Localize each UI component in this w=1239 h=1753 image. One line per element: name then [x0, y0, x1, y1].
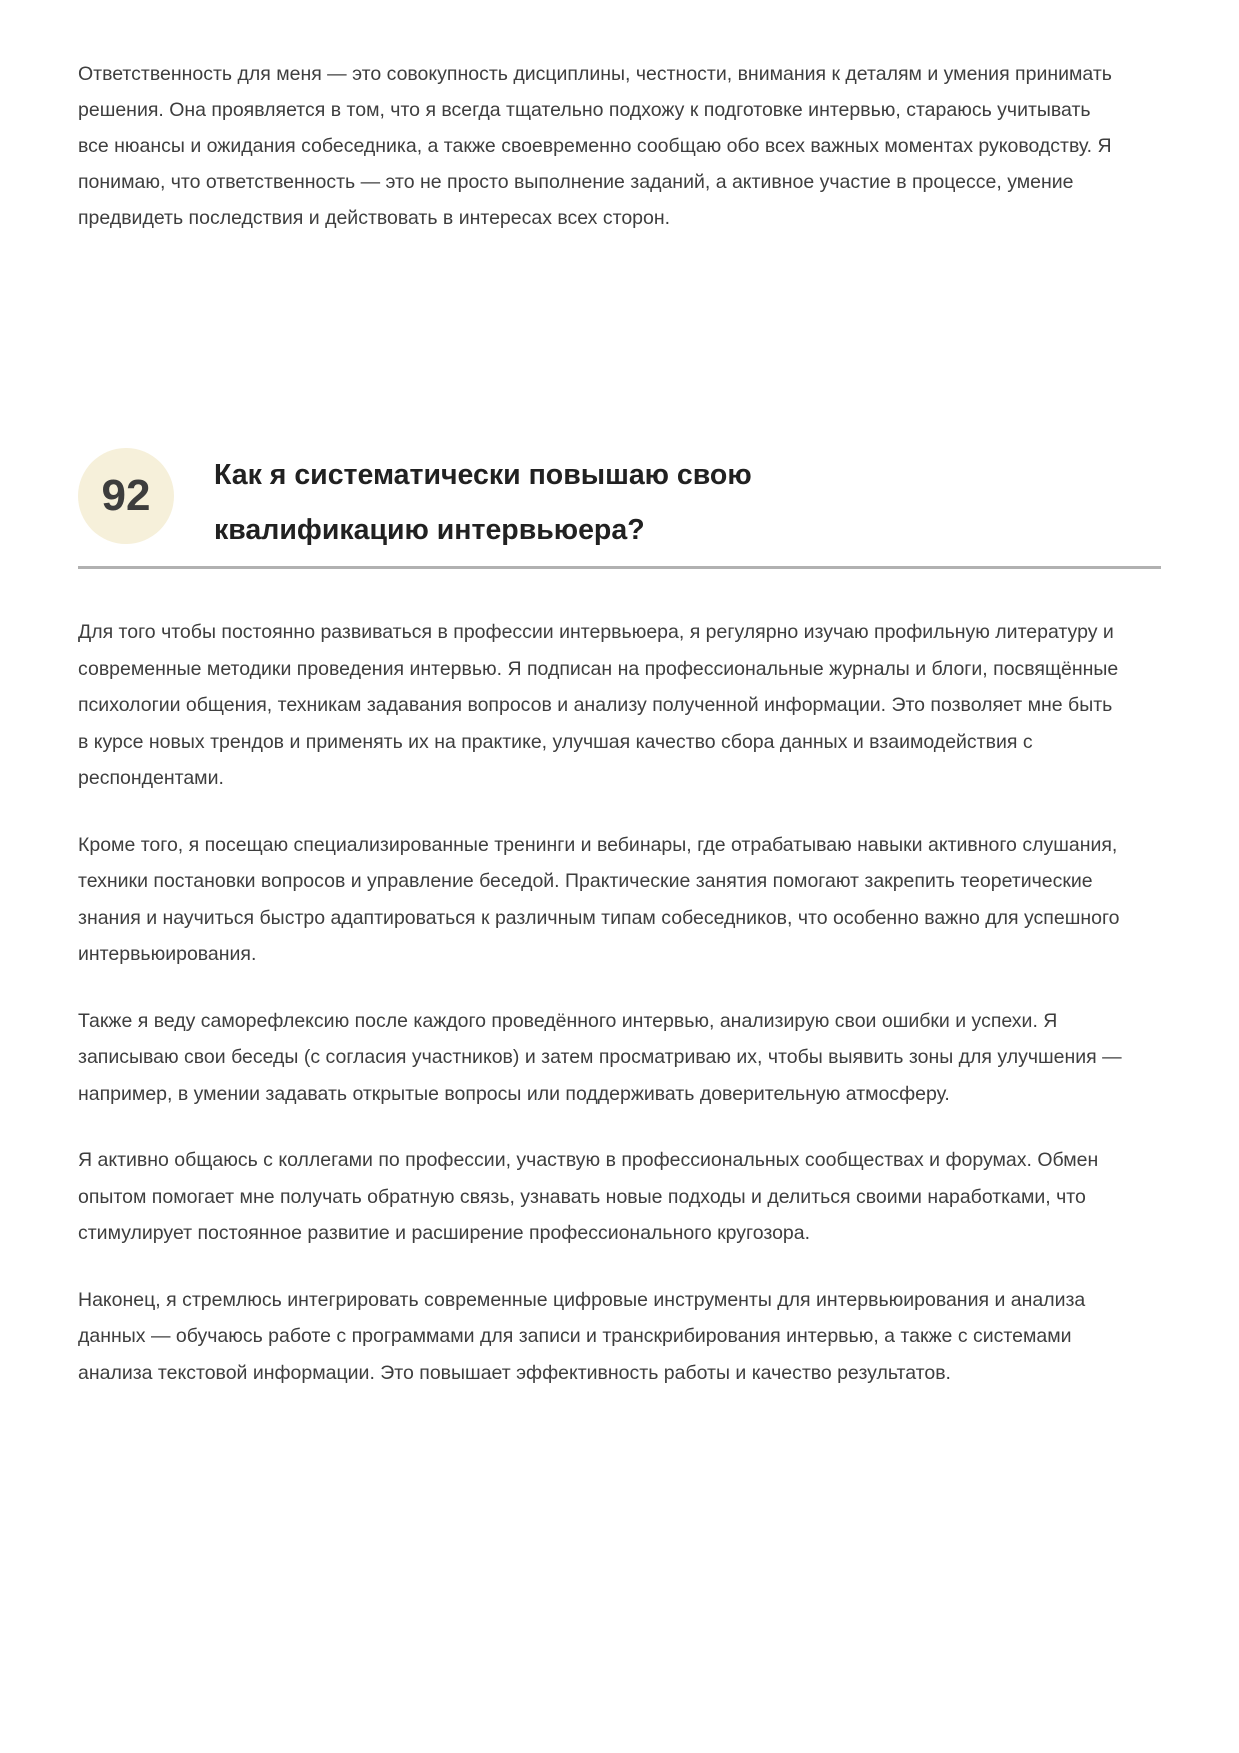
answer-paragraph: Для того чтобы постоянно развиваться в профессии интервьюера, я регулярно изучаю профильную литературу и современные методики проведения интервью. Я подписан на профессиональные журналы и блоги, посвящённые психологии общения, техникам задавания вопросов и анализу полученной информации. Это позволяет мне быть в курсе новых трендов и применять их на практике, улучшая качество сбора данных и взаимодействия с респондентами. — [78, 621, 1119, 789]
answer-paragraph: Наконец, я стремлюсь интегрировать современные цифровые инструменты для интервьюирования и анализа данных — обучаюсь работе с программами для записи и транскрибирования интервью, а также с системами анализа текстовой информации. Это повышает эффективность работы и качество результатов. — [78, 1288, 1086, 1384]
answer-paragraph: Кроме того, я посещаю специализированные тренинги и вебинары, где отрабатываю навыки активного слушания, техники постановки вопросов и управление беседой. Практические занятия помогают закрепить теоретические знания и научиться быстро адаптироваться к различным типам собеседников, что особенно важно для успешного интервьюирования. — [78, 833, 1120, 965]
question-number-badge: 92 — [78, 448, 174, 544]
answer-paragraph: Я активно общаюсь с коллегами по профессии, участвую в профессиональных сообществах и форумах. Обмен опытом помогает мне получать обратную связь, узнавать новые подходы и делиться своими наработками, что стимулирует постоянное развитие и расширение профессионального кругозора. — [78, 1149, 1099, 1244]
question-title-line-2: квалификацию интервьюера? — [214, 514, 645, 546]
question-title — [214, 448, 752, 558]
intro-paragraph: Ответственность для меня — это совокупность дисциплины, честности, внимания к деталям и умения принимать решения. Она проявляется в том, что я всегда тщательно подхожу к подготовке интервью, стараюсь учитывать все нюансы и ожидания собеседника, а также своевременно сообщаю обо всех важных моментах руководству. Я понимаю, что ответственность — это не просто выполнение заданий, а активное участие в процессе, умение предвидеть последствия и действовать в интересах всех сторон. — [78, 63, 1112, 229]
answer-body — [78, 614, 1161, 1391]
question-section-header — [78, 448, 1161, 558]
question-title-line-1: Как я систематически повышаю свою — [214, 459, 752, 491]
answer-paragraph: Также я веду саморефлексию после каждого проведённого интервью, анализирую свои ошибки и успехи. Я записываю свои беседы (с согласия участников) и затем просматриваю их, чтобы выявить зоны для улучшения — например, в умении задавать открытые вопросы или поддерживать доверительную атмосферу. — [78, 1009, 1122, 1105]
section-divider — [78, 566, 1161, 569]
